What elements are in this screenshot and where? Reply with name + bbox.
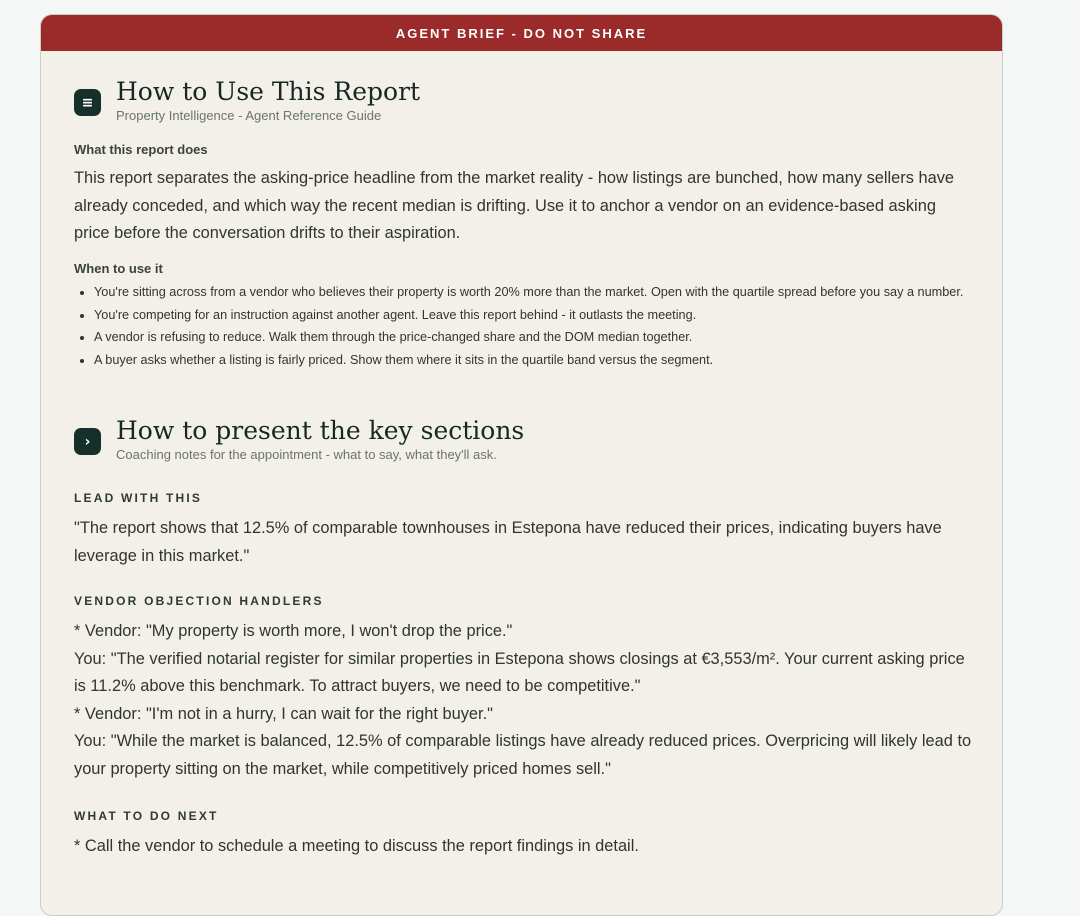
guide-subtitle: Property Intelligence - Agent Reference Guide (116, 108, 382, 123)
next-line: * Call the vendor to schedule a meeting to discuss the report findings in detail. (74, 837, 639, 855)
banner-text: AGENT BRIEF - DO NOT SHARE (395, 25, 648, 41)
present-title: How to present the key sections (116, 416, 525, 445)
objection-line: * Vendor: "My property is worth more, I won't drop the price." (74, 622, 513, 640)
what-label: What this report does (74, 142, 208, 157)
confidential-banner (41, 15, 1002, 51)
list-item: • You're competing for an instruction against another agent. Leave this report behind - it outlasts the meeting. (94, 307, 972, 325)
list-icon: ≡ (74, 89, 101, 116)
guide-section-header (74, 77, 420, 123)
objection-line: * Vendor: "I'm not in a hurry, I can wait for the right buyer." (74, 704, 493, 723)
guide-title: How to Use This Report (116, 77, 421, 106)
next-steps (74, 833, 972, 861)
chevron-right-icon: › (74, 428, 101, 455)
objection-label: VENDOR OBJECTION HANDLERS (74, 594, 324, 608)
next-label: WHAT TO DO NEXT (74, 809, 219, 823)
present-section-header (74, 416, 524, 462)
list-item: • A vendor is refusing to reduce. Walk them through the price-changed share and the DOM median together. (94, 329, 972, 347)
what-text: This report separates the asking-price headline from the market reality - how listings are bunched, how many sellers have already conceded, and which way the recent median is drifting. Use it to anchor a vendor on an evidence-based asking price before the conversation drifts to their aspiration. (74, 169, 955, 242)
list-item: • A buyer asks whether a listing is fairly priced. Show them where it sits in the quartile band versus the segment. (94, 352, 972, 370)
lead-text: "The report shows that 12.5% of comparable townhouses in Estepona have reduced their prices, indicating buyers have leverage in this market." (74, 519, 942, 565)
objection-line: You: "While the market is balanced, 12.5% of comparable listings have already reduced prices. Overpricing will likely lead to your property sitting on the market, while competitively priced homes sell." (74, 732, 972, 778)
when-label: When to use it (74, 261, 163, 276)
present-subtitle: Coaching notes for the appointment - what to say, what they'll ask. (116, 447, 497, 462)
objection-line: You: "The verified notarial register for similar properties in Estepona shows closings at €3,553/m². Your current asking price is 11.2% above this benchmark. To attract buyers, we need to be competitive." (74, 649, 965, 695)
objection-handlers (74, 618, 972, 783)
lead-label: LEAD WITH THIS (74, 491, 203, 505)
report-card (40, 14, 1003, 916)
when-list (74, 284, 972, 374)
list-item: • You're sitting across from a vendor who believes their property is worth 20% more than the market. Open with the quartile spread before you say a number. (94, 284, 972, 302)
